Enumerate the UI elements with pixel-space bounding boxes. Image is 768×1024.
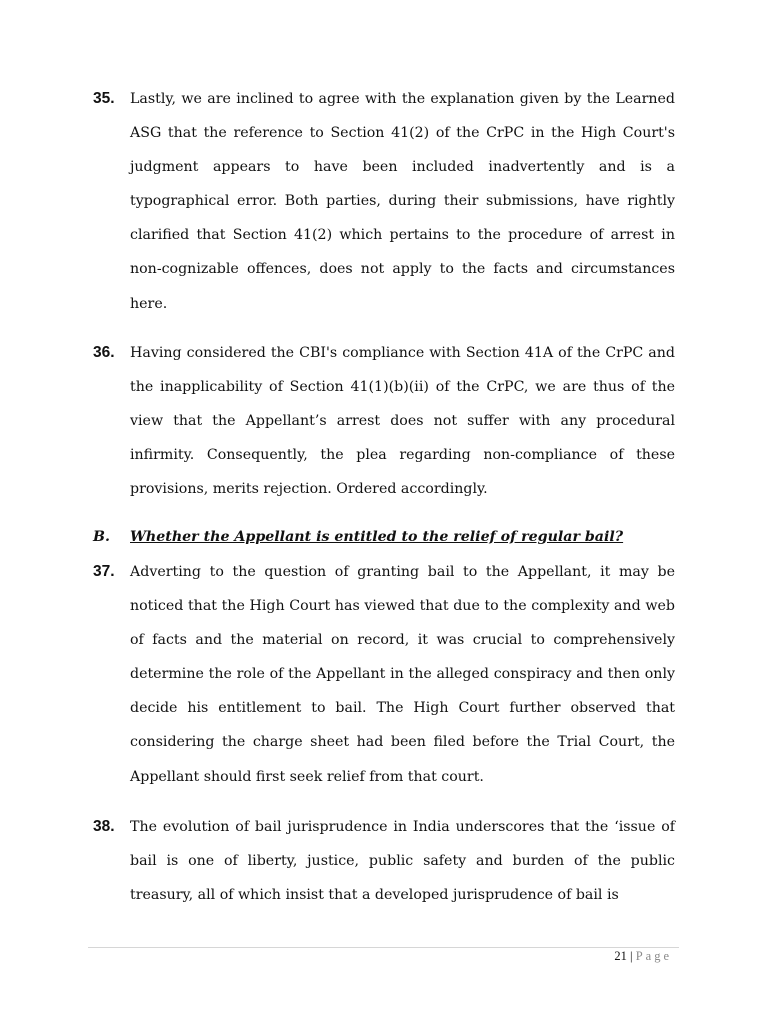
section-letter: B.: [93, 529, 110, 545]
paragraph-37: [93, 562, 675, 794]
paragraph-number: 36.: [93, 344, 115, 361]
paragraph-36: [93, 343, 675, 506]
page-number: 21: [614, 949, 627, 963]
paragraph-text: The evolution of bail jurisprudence in India underscores that the ‘issue of bail is one of liberty, justice, public safety and burden of the public treasury, all of which insist that a developed jurisprudence of bail is: [130, 819, 675, 904]
paragraph-number: 35.: [93, 90, 115, 107]
paragraph-number: 38.: [93, 818, 115, 835]
paragraph-text: Having considered the CBI's compliance with Section 41A of the CrPC and the inapplicability of Section 41(1)(b)(ii) of the CrPC, we are thus of the view that the Appellant’s arrest does not suffer with any procedural infirmity. Consequently, the plea regarding non-compliance of these provisions, merits rejection. Ordered accordingly.: [130, 345, 675, 498]
footer-separator: |: [630, 949, 633, 963]
paragraph-text: Lastly, we are inclined to agree with the explanation given by the Learned ASG that the reference to Section 41(2) of the CrPC in the High Court's judgment appears to have been included inadvertently and is a typographical error. Both parties, during their submissions, have rightly clarified that Section 41(2) which pertains to the procedure of arrest in non-cognizable offences, does not apply to the facts and circumstances here.: [130, 91, 675, 312]
paragraph-number: 37.: [93, 563, 115, 580]
paragraph-35: [93, 89, 675, 321]
footer-divider: [88, 947, 679, 948]
paragraph-38: [93, 817, 675, 912]
page-footer: [614, 949, 672, 964]
page-label: Page: [635, 949, 672, 963]
paragraph-text: Adverting to the question of granting bail to the Appellant, it may be noticed that the High Court has viewed that due to the complexity and web of facts and the material on record, it was crucial to comprehensively determine the role of the Appellant in the alleged conspiracy and then only decide his entitlement to bail. The High Court further observed that considering the charge sheet had been filed before the Trial Court, the Appellant should first seek relief from that court.: [130, 564, 675, 785]
section-title: Whether the Appellant is entitled to the relief of regular bail?: [130, 529, 624, 545]
